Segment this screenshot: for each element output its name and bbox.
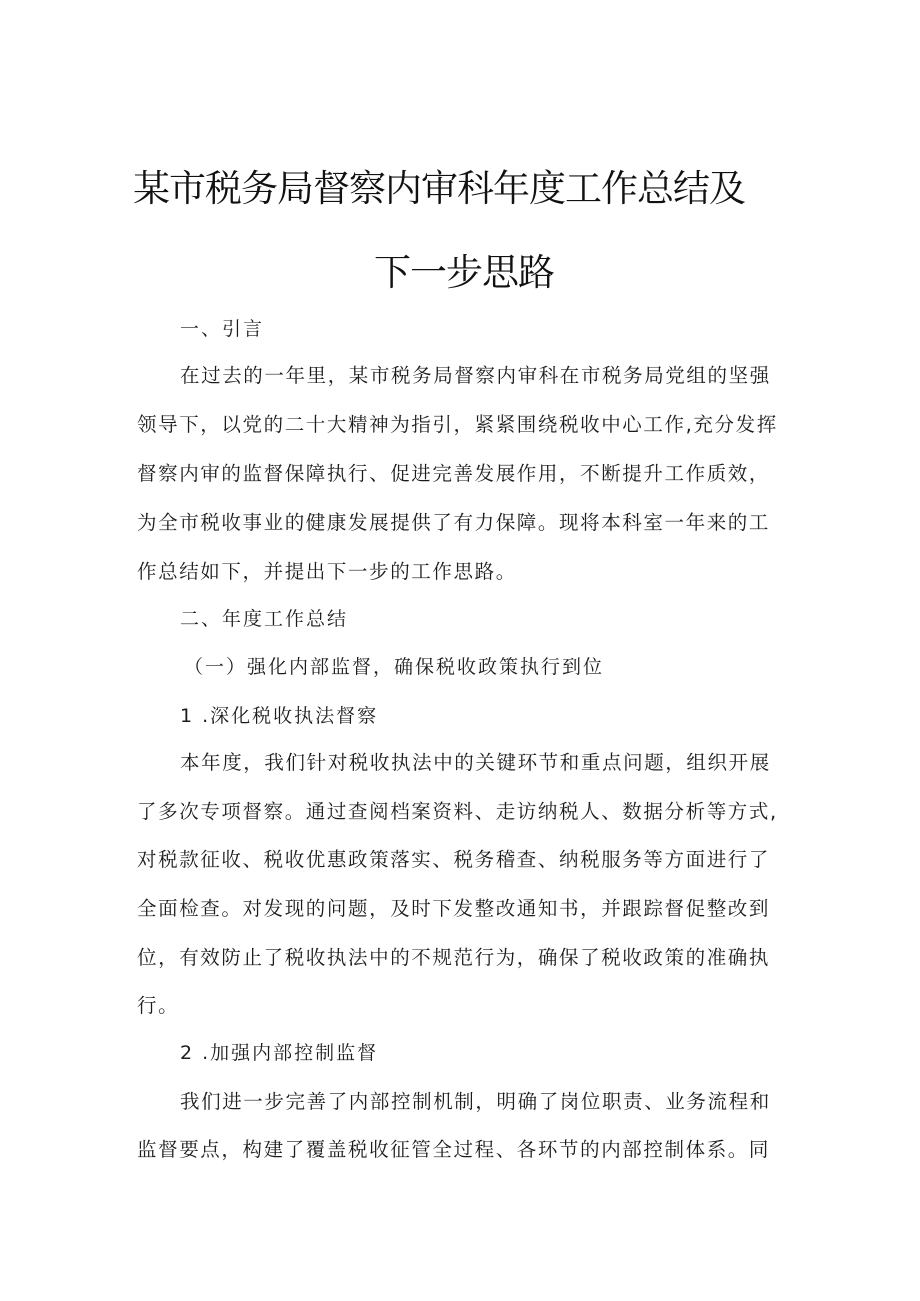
paragraph-line: 本年度，我们针对税收执法中的关键环节和重点问题，组织开展 — [180, 751, 771, 774]
paragraph-line: 我们进一步完善了内部控制机制，明确了岗位职责、业务流程和 — [180, 1090, 771, 1113]
paragraph-line: 位，有效防止了税收执法中的不规范行为，确保了税收政策的准确执 — [137, 946, 771, 969]
paragraph-line: 对税款征收、税收优惠政策落实、税务稽查、纳税服务等方面进行了 — [137, 848, 771, 871]
document-title-line-2: 下一步思路 — [374, 251, 554, 294]
item-1-title: 1 .深化税收执法督察 — [180, 705, 379, 727]
paragraph-line: 为全市税收事业的健康发展提供了有力保障。现将本科室一年来的工 — [137, 511, 771, 534]
paragraph-line: 督察内审的监督保障执行、促进完善发展作用，不断提升工作质效， — [137, 462, 771, 485]
document-title-line-1: 某市税务局督察内审科年度工作总结及 — [133, 167, 745, 210]
paragraph-line: 作总结如下，并提出下一步的工作思路。 — [137, 560, 517, 583]
section-heading-summary: 二、年度工作总结 — [180, 608, 349, 630]
paragraph-line: 了多次专项督察。通过查阅档案资料、走访纳税人、数据分析等方式, — [137, 800, 778, 823]
item-2-title: 2 .加强内部控制监督 — [180, 1042, 379, 1064]
section-heading-intro: 一、引言 — [180, 318, 265, 340]
paragraph-line: 监督要点，构建了覆盖税收征管全过程、各环节的内部控制体系。同 — [137, 1138, 771, 1161]
paragraph-line: 行。 — [137, 994, 180, 1017]
paragraph-line: 全面检查。对发现的问题，及时下发整改通知书，并跟踪督促整改到 — [137, 897, 771, 920]
paragraph-line: 在过去的一年里，某市税务局督察内审科在市税务局党组的坚强 — [180, 364, 771, 387]
paragraph-line: 领导下，以党的二十大精神为指引，紧紧围绕税收中心工作,充分发挥 — [137, 413, 778, 436]
sub-heading-1: （一）强化内部监督，确保税收政策执行到位 — [184, 656, 605, 678]
